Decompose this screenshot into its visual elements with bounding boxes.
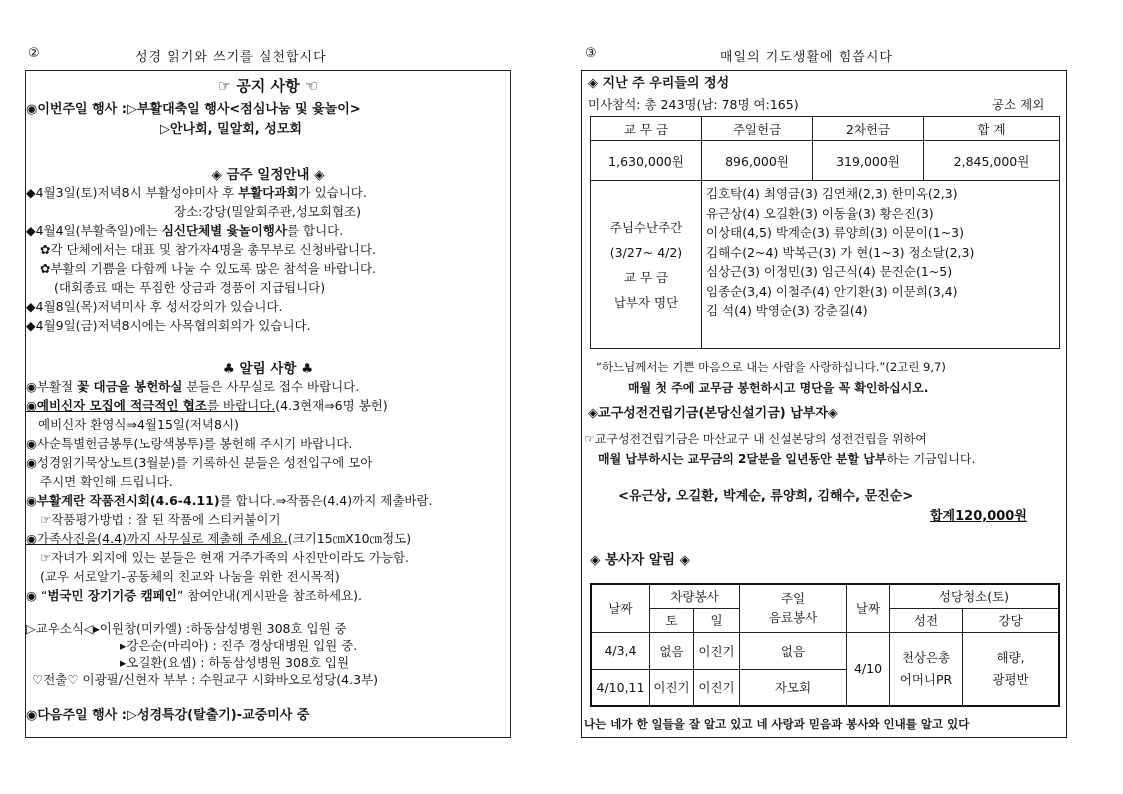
vol-cell: 천상은총 어머니PR xyxy=(890,632,963,706)
donor-row: 김해수(2~4) 박복근(3) 가 현(1~3) 정소달(2,3) xyxy=(706,244,975,260)
donor-row: 김 석(4) 박영순(3) 강춘길(4) xyxy=(706,303,868,318)
alert-item: ☞자녀가 외지에 있는 분들은 현재 거주가족의 사진만이라도 가능함. xyxy=(40,550,410,565)
right-page-number: ③ xyxy=(585,46,597,61)
fund-desc: ☞교구성전건립기금은 마산교구 내 신설본당의 성전건립을 위하여 xyxy=(584,432,927,446)
fund-title: ◈교구성전건립기금(본당신설기금) 납부자◈ xyxy=(588,406,838,421)
this-week-groups: ▷안나회, 밀알회, 성모회 xyxy=(160,122,302,137)
volunteer-title: ◈ 봉사자 알림 ◈ xyxy=(590,552,691,568)
schedule-item: ◆4월9일(금)저녁8시에는 사목협의회의가 있습니다. xyxy=(26,318,311,333)
this-week-events: ◉이번주일 행사 :▷부활대축일 행사<점심나눔 및 윷놀이> xyxy=(26,102,361,117)
next-week-events: ◉다음주일 행사 :▷성경특강(탈출기)-교중미사 중 xyxy=(26,708,310,723)
parishioner-news: ▸오길환(요셉) : 하동삼성병원 308호 입원 xyxy=(120,655,350,670)
vol-cell: 이진기 xyxy=(650,669,694,706)
alert-item: 주시면 확인해 드립니다. xyxy=(40,474,173,489)
donor-row: 김호탁(4) 최영금(3) 김연채(2,3) 한미옥(2,3) xyxy=(706,186,958,201)
alert-item: ◉부활절 꽃 대금을 봉헌하실 분들은 사무실로 접수 바랍니다. xyxy=(26,379,360,394)
donor-row: 심상근(3) 이정민(3) 임근식(4) 문진순(1~5) xyxy=(706,264,953,279)
alert-item: ◉사순특별헌금봉투(노랑색봉투)를 봉헌해 주시기 바랍니다. xyxy=(26,436,353,451)
vol-cell: 자모회 xyxy=(740,669,847,706)
offering-panel xyxy=(581,70,1067,738)
donors-label: 주님수난주간 (3/27~ 4/2) 교 무 금 납부자 명단 xyxy=(591,181,702,349)
parishioner-news: ▸강은순(마리아) : 진주 경상대병원 입원 중. xyxy=(120,638,358,653)
alerts-title: ♣ 알림 사항 ♣ xyxy=(222,361,314,377)
alert-item: ◉ “범국민 장기기증 캠페인” 참여안내(게시판을 참조하세요). xyxy=(26,588,362,603)
vol-header-church: 성전 xyxy=(890,608,963,632)
vol-cell: 이진기 xyxy=(694,669,740,706)
alert-item: ◉부활계란 작품전시회(4.6-4.11)를 합니다.⇒작품은(4.4)까지 제출바람. xyxy=(26,493,433,508)
vol-header-drink: 주일 음료봉사 xyxy=(740,584,847,632)
money-value: 1,630,000원 xyxy=(591,141,702,181)
left-page-number: ② xyxy=(28,46,40,61)
notice-panel xyxy=(25,70,511,738)
money-value: 2,845,000원 xyxy=(924,141,1060,181)
alert-item: 예비신자 환영식⇒4월15일(저녁8시) xyxy=(38,417,239,432)
money-header: 주일헌금 xyxy=(702,117,813,141)
vol-header-cleaning: 성당청소(토) xyxy=(890,584,1060,608)
alert-item: (교우 서로알기-공동체의 친교와 나눔을 위한 전시목적) xyxy=(40,569,340,584)
footer-verse: 나는 네가 한 일들을 잘 알고 있고 네 사랑과 믿음과 봉사와 인내를 알고 있다 xyxy=(584,717,970,731)
vol-cell: 이진기 xyxy=(694,632,740,669)
schedule-item: ◆4월4일(부활축일)에는 심신단체별 윷놀이행사를 합니다. xyxy=(26,223,344,238)
schedule-item: ✿각 단체에서는 대표 및 참가자4명을 총무부로 신청바랍니다. xyxy=(40,242,377,257)
fund-desc: 매월 납부하시는 교무금의 2달분을 일년동안 분할 납부하는 기금입니다. xyxy=(598,452,976,466)
donor-row: 이상태(4,5) 박계순(3) 류양희(3) 이문이(1~3) xyxy=(706,225,964,240)
money-header: 교 무 금 xyxy=(591,117,702,141)
week-schedule-title: ◈ 금주 일정안내 ◈ xyxy=(211,167,325,183)
vol-cell: 4/10 xyxy=(847,632,890,706)
vol-cell: 해량, 광평반 xyxy=(963,632,1060,706)
alert-item: ◉예비신자 모집에 적극적인 협조를 바랍니다.(4.3현재⇒6명 봉헌) xyxy=(26,398,388,413)
right-page-header: 매일의 기도생활에 힘씁시다 xyxy=(720,50,893,65)
donor-row: 유근상(4) 오길환(3) 이동율(3) 황은진(3) xyxy=(706,205,934,221)
offering-table xyxy=(590,116,1060,349)
vol-header-date2: 날짜 xyxy=(847,584,890,632)
money-header: 2차헌금 xyxy=(813,117,924,141)
notice-title: ☞ 공지 사항 ☜ xyxy=(217,77,319,95)
vol-cell: 4/3,4 xyxy=(591,632,650,669)
vol-cell: 없음 xyxy=(740,632,847,669)
left-page-header: 성경 읽기와 쓰기를 실천합시다 xyxy=(135,50,327,65)
vol-header-date: 날짜 xyxy=(591,584,650,632)
schedule-item: 장소:강당(밀알회주관,성모회협조) xyxy=(174,204,361,219)
attendance-note: 공소 제외 xyxy=(992,97,1045,112)
vol-header-vehicle: 차량봉사 xyxy=(650,584,740,608)
volunteer-table xyxy=(590,583,1060,707)
alert-item: ☞작품평가방법 : 잘 된 작품에 스티커붙이기 xyxy=(40,512,281,527)
vol-cell: 없음 xyxy=(650,632,694,669)
vol-cell: 4/10,11 xyxy=(591,669,650,706)
fund-total: 합계120,000원 xyxy=(930,509,1027,524)
money-header: 합 계 xyxy=(924,117,1060,141)
alert-item: ◉성경읽기묵상노트(3월분)를 기록하신 분들은 성전입구에 모아 xyxy=(26,455,373,470)
vol-header-sat: 토 xyxy=(650,608,694,632)
schedule-item: ✿부활의 기쁨을 다함께 나눌 수 있도록 많은 참석을 바랍니다. xyxy=(40,261,377,276)
fund-names: <유근상, 오길환, 박계순, 류양희, 김해수, 문진순> xyxy=(618,489,914,504)
donor-row: 임종순(3,4) 이철주(4) 안기환(3) 이문희(3,4) xyxy=(706,283,958,299)
money-value: 896,000원 xyxy=(702,141,813,181)
schedule-item: (대회종료 때는 푸짐한 상금과 경품이 지급됩니다) xyxy=(54,280,326,295)
schedule-item: ◆4월8일(목)저녁미사 후 성서강의가 있습니다. xyxy=(26,299,283,314)
vol-header-hall: 강당 xyxy=(963,608,1060,632)
offering-reminder: 매월 첫 주에 교무금 봉헌하시고 명단을 꼭 확인하십시오. xyxy=(628,381,929,395)
attendance: 미사참석: 총 243명(남: 78명 여:165) xyxy=(588,97,799,112)
donors-list xyxy=(702,181,1060,349)
offering-title: ◈ 지난 주 우리들의 정성 xyxy=(588,76,730,91)
schedule-item: ◆4월3일(토)저녁8시 부활성야미사 후 부활다과회가 있습니다. xyxy=(26,185,367,200)
alert-item: ◉가족사진을(4.4)까지 사무실로 제출해 주세요.(크기15㎝X10㎝정도) xyxy=(26,531,412,546)
parishioner-news: ▷교우소식◁▸이원창(미카엘) :하동삼성병원 308호 입원 중 xyxy=(26,621,347,636)
money-value: 319,000원 xyxy=(813,141,924,181)
offering-quote: “하느님께서는 기쁜 마음으로 내는 사람을 사랑하십니다.”(2고린 9,7) xyxy=(596,360,946,374)
parishioner-news: ♡전출♡ 이광필/신현자 부부 : 수원교구 시화바오로성당(4.3부) xyxy=(32,672,378,687)
vol-header-sun: 일 xyxy=(694,608,740,632)
